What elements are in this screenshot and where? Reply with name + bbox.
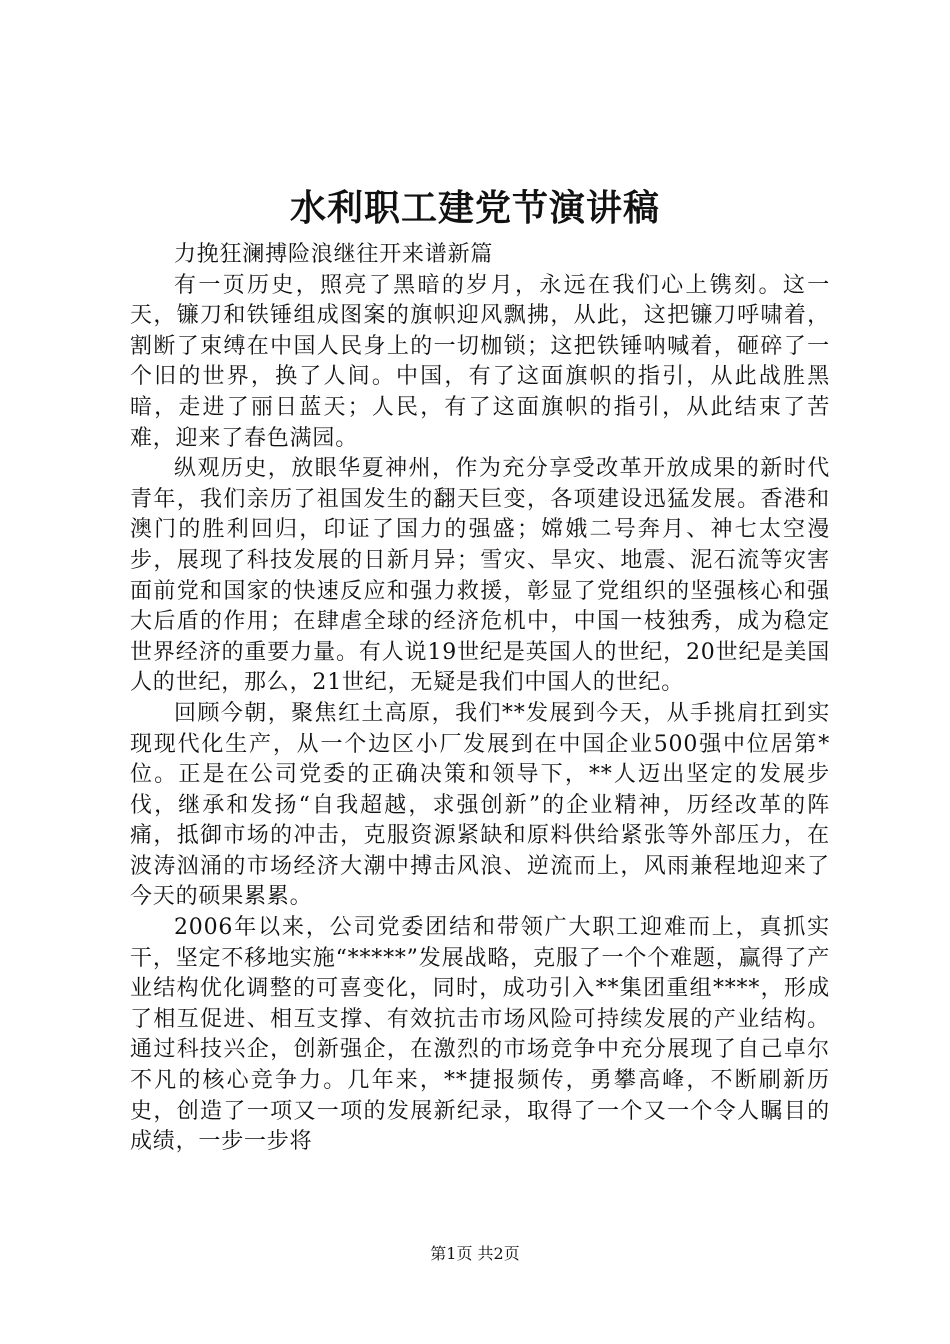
body-paragraph: 回顾今朝，聚焦红土高原，我们**发展到今天，从手挑肩扛到实现现代化生产，从一个边区小厂发展到在中国企业500强中位居第*位。正是在公司党委的正确决策和领导下，**人迈出坚定的发展步伐，继承和发扬“自我超越，求强创新”的企业精神，历经改革的阵痛，抵御市场的冲击，克服资源紧缺和原料供给紧张等外部压力，在波涛汹涌的市场经济大潮中搏击风浪、逆流而上，风雨兼程地迎来了今天的硕果累累。 [130, 700, 830, 910]
body-paragraph: 纵观历史，放眼华夏神州，作为充分享受改革开放成果的新时代青年，我们亲历了祖国发生的翻天巨变，各项建设迅猛发展。香港和澳门的胜利回归，印证了国力的强盛；嫦娥二号奔月、神七太空漫步，展现了科技发展的日新月异；雪灾、旱灾、地震、泥石流等灾害面前党和国家的快速反应和强力救援，彰显了党组织的坚强核心和强大后盾的作用；在肆虐全球的经济危机中，中国一枝独秀，成为稳定世界经济的重要力量。有人说19世纪是英国人的世纪，20世纪是美国人的世纪，那么，21世纪，无疑是我们中国人的世纪。 [130, 456, 830, 696]
document-title: 水利职工建党节演讲稿 [289, 187, 660, 229]
page-number-footer: 第1页 共2页 [430, 1244, 520, 1263]
subtitle-paragraph: 力挽狂澜搏险浪继往开来谱新篇 [174, 242, 494, 267]
body-paragraph: 有一页历史，照亮了黑暗的岁月，永远在我们心上镌刻。这一天，镰刀和铁锤组成图案的旗帜迎风飘拂，从此，这把镰刀呼啸着，割断了束缚在中国人民身上的一切枷锁；这把铁锤呐喊着，砸碎了一个旧的世界，换了人间。中国，有了这面旗帜的指引，从此战胜黑暗，走进了丽日蓝天；人民，有了这面旗帜的指引，从此结束了苦难，迎来了春色满园。 [130, 272, 830, 451]
document-body [130, 240, 830, 1158]
body-paragraph: 2006年以来，公司党委团结和带领广大职工迎难而上，真抓实干，坚定不移地实施“*****”发展战略，克服了一个个难题，赢得了产业结构优化调整的可喜变化，同时，成功引入**集团重组****，形成了相互促进、相互支撑、有效抗击市场风险可持续发展的产业结构。通过科技兴企，创新强企，在激烈的市场竞争中充分展现了自己卓尔不凡的核心竞争力。几年来，**捷报频传，勇攀高峰，不断刷新历史，创造了一项又一项的发展新纪录，取得了一个又一个令人瞩目的成绩，一步一步将 [130, 915, 830, 1155]
